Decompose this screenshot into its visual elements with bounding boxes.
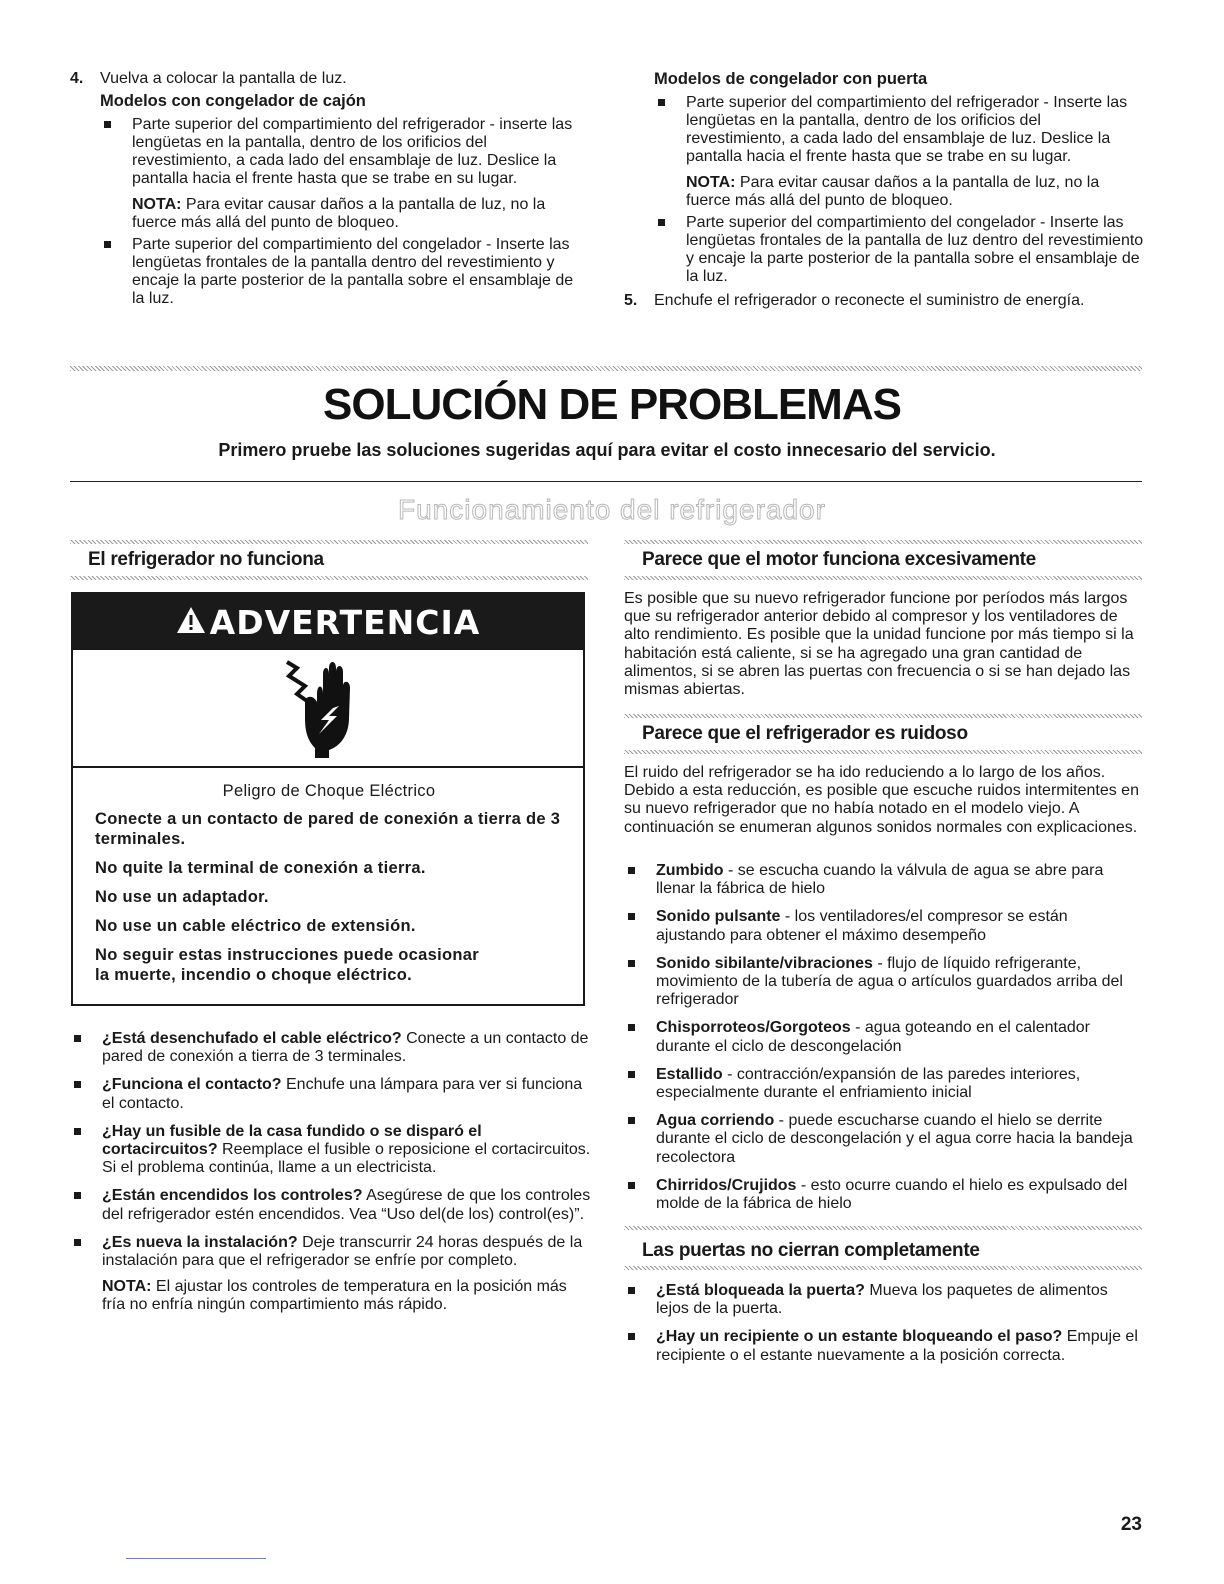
divider (70, 576, 588, 580)
warning-body (73, 766, 583, 985)
list-item: ¿Están encendidos los controles? Asegúrese de que los controles del refrigerador estén encendidos. Vea “Uso del(de los) control(es)”. (70, 1187, 592, 1223)
step-number: 4. (70, 70, 84, 87)
divider (624, 714, 1142, 718)
causes-list (70, 1030, 592, 1315)
subheading: Modelos con congelador de cajón (100, 92, 366, 110)
step-text: Enchufe el refrigerador o reconecte el suministro de energía. (654, 292, 1085, 309)
doors-list (624, 1282, 1140, 1365)
list-item: Estallido - contracción/expansión de las paredes interiores, especialmente durante el enfriamiento inicial (624, 1066, 1140, 1102)
top-left-column (70, 70, 590, 314)
page-title: SOLUCIÓN DE PROBLEMAS (323, 380, 901, 429)
paragraph: Es posible que su nuevo refrigerador funcione por períodos más largos que su refrigerador anterior debido al compresor y los ventiladores de alto rendimiento. Es posible que la unidad funcione por más tiempo si la habitación está caliente, si se ha agregado una gran cantidad de alimentos, si se abren las puertas con frecuencia o si se han dejado las mismas abiertas. (624, 590, 1134, 699)
list-item: Agua corriendo - puede escucharse cuando el hielo se derrite durante el ciclo de descongelación y el agua corre hacia la bandeja recolectora (624, 1112, 1140, 1167)
subheading: Modelos de congelador con puerta (654, 70, 928, 88)
list-item: Parte superior del compartimiento del congelador - Inserte las lengüetas frontales de la pantalla de luz dentro del revestimiento y encaje la parte posterior de la pantalla sobre el ensamblaje de la luz. (654, 214, 1144, 286)
divider (624, 540, 1142, 544)
divider (624, 1226, 1142, 1230)
divider (624, 576, 1142, 580)
note (686, 174, 1144, 210)
page-number: 23 (1120, 1514, 1142, 1535)
list-item: Zumbido - se escucha cuando la válvula de agua se abre para llenar la fábrica de hielo (624, 862, 1140, 898)
intro-text: Primero pruebe las soluciones sugeridas aquí para evitar el costo innecesario del servicio. (218, 440, 996, 460)
list-item: ¿Está bloqueada la puerta? Mueva los paquetes de alimentos lejos de la puerta. (624, 1282, 1140, 1318)
paragraph: El ruido del refrigerador se ha ido reduciendo a lo largo de los años. Debido a esta reducción, es posible que escuche ruidos intermitentes en su nuevo refrigerador que no había notado en el modelo viejo. A continuación se enumeran algunos sonidos normales con explicaciones. (624, 764, 1139, 836)
note (132, 196, 590, 232)
list-item: Sonido pulsante - los ventiladores/el compresor se están ajustando para obtener el máximo desempeño (624, 908, 1140, 944)
note-text: Para evitar causar daños a la pantalla de luz, no la fuerce más allá del punto de bloqueo. (132, 196, 546, 231)
list-item: Chisporroteos/Gorgoteos - agua goteando en el calentador durante el ciclo de descongelación (624, 1019, 1140, 1055)
warning-triangle-icon (176, 606, 206, 639)
warning-line: No use un adaptador. (95, 888, 269, 906)
section-heading: El refrigerador no funciona (88, 549, 324, 570)
warning-caption: Peligro de Choque Eléctrico (222, 782, 436, 800)
list-item: ¿Es nueva la instalación? Deje transcurrir 24 horas después de la instalación para que el refrigerador se enfríe por completo. (70, 1234, 592, 1270)
top-right-column (624, 70, 1144, 310)
step-5 (624, 292, 1144, 310)
list-item: ¿Está desenchufado el cable eléctrico? Conecte a un contacto de pared de conexión a tierra de 3 terminales. (70, 1030, 592, 1066)
step-4 (70, 70, 590, 308)
list-item: ¿Hay un fusible de la casa fundido o se disparó el cortacircuitos? Reemplace el fusible o reposicione el cortacircuitos. Si el problema continúa, llame a un electricista. (70, 1123, 592, 1178)
step-number: 5. (624, 292, 638, 309)
warning-line: No quite la terminal de conexión a tierra. (95, 859, 426, 877)
warning-line: No use un cable eléctrico de extensión. (95, 917, 416, 935)
footer-line (126, 1558, 266, 1559)
sounds-list (624, 862, 1140, 1213)
list-item: Parte superior del compartimiento del refrigerador - Inserte las lengüetas en la pantalla, dentro de los orificios del revestimiento, a cada lado del ensamblaje de luz. Deslice la pantalla hacia el frente hasta que se trabe en su lugar. (654, 94, 1144, 166)
step-text: Vuelva a colocar la pantalla de luz. (100, 70, 347, 87)
warning-line: No seguir estas instrucciones puede ocasionar la muerte, incendio o choque eléctrico. (95, 946, 479, 984)
divider (70, 540, 588, 544)
list-item: Chirridos/Crujidos - esto ocurre cuando el hielo es expulsado del molde de la fábrica de hielo (624, 1177, 1140, 1213)
warning-box (71, 592, 585, 1006)
list-item: Parte superior del compartimiento del refrigerador - inserte las lengüetas en la pantalla, dentro de los orificios del revestimiento, a cada lado del ensamblaje de luz. Deslice la pantalla hacia el frente hasta que se trabe en su lugar. (100, 116, 590, 188)
divider (70, 366, 1142, 371)
section-heading: Parece que el refrigerador es ruidoso (642, 723, 968, 744)
warning-title: ADVERTENCIA (209, 602, 481, 642)
divider (624, 750, 1142, 754)
divider (624, 1266, 1142, 1270)
list-item: Sonido sibilante/vibraciones - flujo de líquido refrigerante, movimiento de la tubería de agua o artículos guardados arriba del refrigerador (624, 955, 1140, 1010)
note: NOTA: El ajustar los controles de temperatura en la posición más fría no enfría ningún compartimiento más rápido. (102, 1278, 567, 1314)
section-heading: Las puertas no cierran completamente (642, 1240, 980, 1261)
list-item: ¿Funciona el contacto? Enchufe una lámpara para ver si funciona el contacto. (70, 1076, 592, 1112)
section-title: Funcionamiento del refrigerador (398, 494, 826, 525)
note-label: NOTA: (686, 174, 736, 191)
rule (70, 481, 1142, 482)
note-text: Para evitar causar daños a la pantalla de luz, no la fuerce más allá del punto de bloqueo. (686, 174, 1100, 209)
warning-header (73, 594, 583, 650)
list-item: ¿Hay un recipiente o un estante bloqueando el paso? Empuje el recipiente o el estante nuevamente a la posición correcta. (624, 1328, 1140, 1364)
note-label: NOTA: (132, 196, 182, 213)
electric-shock-hand-icon (73, 650, 583, 766)
warning-line: Conecte a un contacto de pared de conexión a tierra de 3 terminales. (95, 810, 561, 848)
list-item: Parte superior del compartimiento del congelador - Inserte las lengüetas frontales de la pantalla dentro del revestimiento y encaje la parte posterior de la pantalla sobre el ensamblaje de la luz. (100, 236, 590, 308)
section-heading: Parece que el motor funciona excesivamente (642, 549, 1036, 570)
